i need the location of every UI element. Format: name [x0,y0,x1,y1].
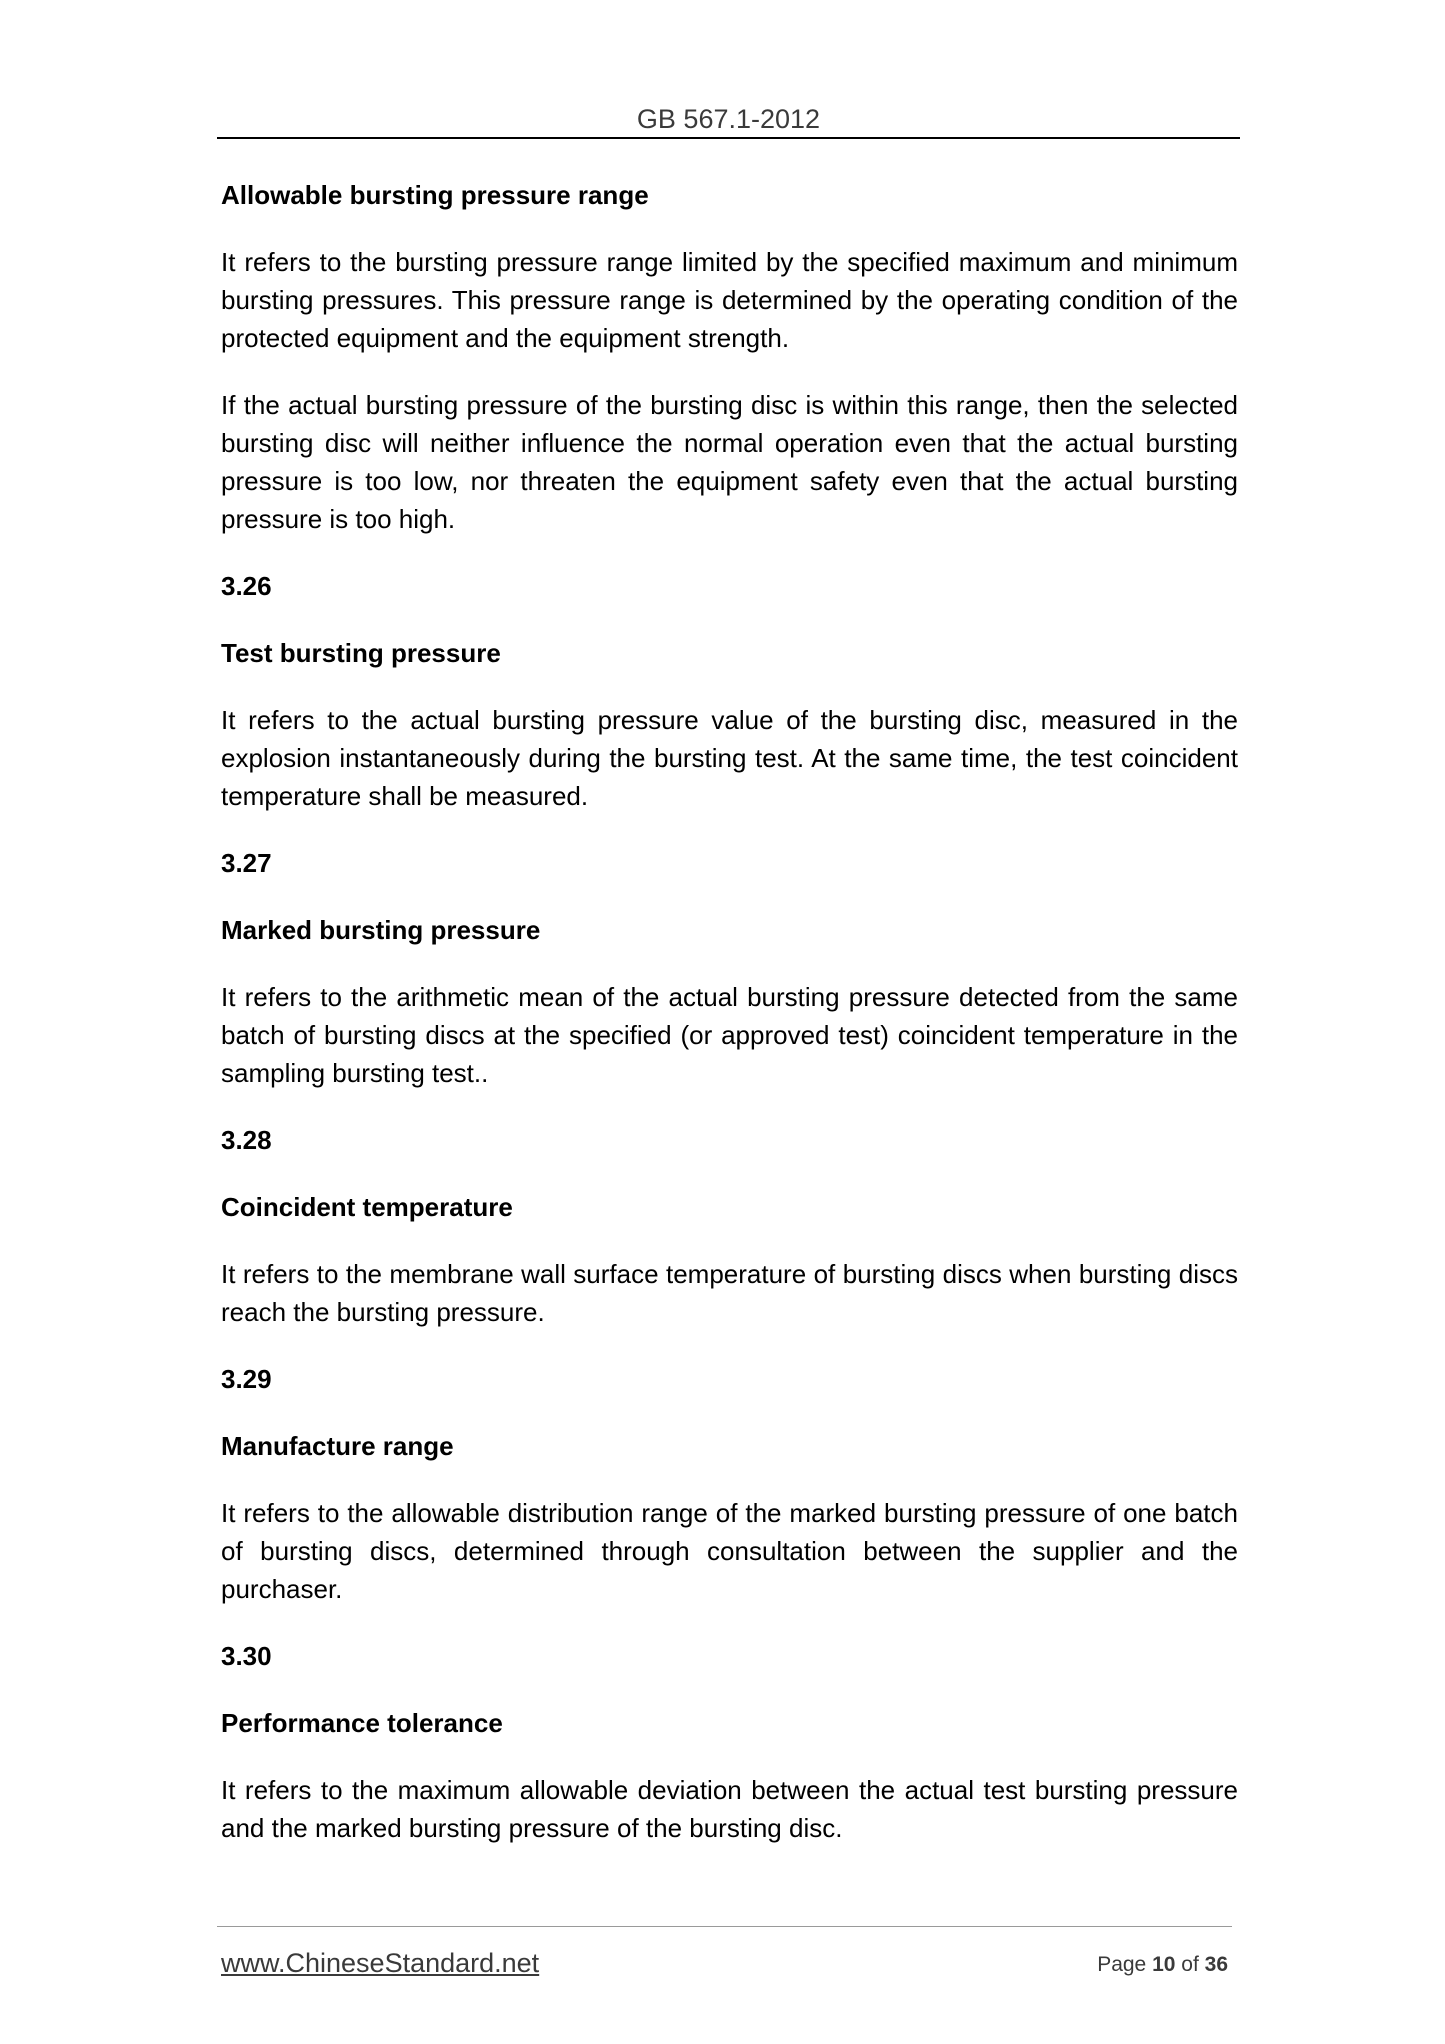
section-paragraph: If the actual bursting pressure of the bursting disc is within this range, then the selected bursting disc will neither influence the normal operation even that the actual bursting pressure is too low, nor threaten the equipment safety even that the actual bursting pressure is too high. [221,390,1238,534]
footer-divider [217,1926,1232,1927]
page-prefix: Page [1097,1953,1147,1976]
section-paragraph: It refers to the allowable distribution range of the marked bursting pressure of one batch of bursting discs, determined through consultation between the supplier and the purchaser. [221,1498,1238,1604]
website-link[interactable]: www.ChineseStandard.net [221,1948,540,1978]
section-title-performance-tolerance: Performance tolerance [221,1708,503,1738]
section-paragraph: It refers to the actual bursting pressure value of the bursting disc, measured in the explosion instantaneously during the bursting test. At the same time, the test coincident temperature shall be measured. [221,705,1238,811]
section-title-test-bursting-pressure: Test bursting pressure [221,638,501,668]
section-title-marked-bursting-pressure: Marked bursting pressure [221,915,541,945]
page-number [1097,1950,1228,1980]
section-number-3-26: 3.26 [221,571,272,601]
document-header-title: GB 567.1-2012 [636,104,821,134]
section-title-manufacture-range: Manufacture range [221,1431,454,1461]
section-number-3-30: 3.30 [221,1641,272,1671]
page-current: 10 [1152,1953,1176,1976]
section-number-3-27: 3.27 [221,848,272,878]
section-title-allowable-bursting-pressure-range: Allowable bursting pressure range [221,180,649,210]
section-number-3-29: 3.29 [221,1364,272,1394]
section-paragraph: It refers to the arithmetic mean of the actual bursting pressure detected from the same batch of bursting discs at the specified (or approved test) coincident temperature in the sampling bursting test.. [221,982,1238,1088]
page-total: 36 [1204,1953,1228,1976]
section-number-3-28: 3.28 [221,1125,272,1155]
section-paragraph: It refers to the membrane wall surface temperature of bursting discs when bursting discs reach the bursting pressure. [221,1259,1238,1327]
section-paragraph: It refers to the maximum allowable deviation between the actual test bursting pressure and the marked bursting pressure of the bursting disc. [221,1775,1238,1843]
section-title-coincident-temperature: Coincident temperature [221,1192,513,1222]
page-of: of [1181,1953,1199,1976]
section-paragraph: It refers to the bursting pressure range limited by the specified maximum and minimum bursting pressures. This pressure range is determined by the operating condition of the protected equipment and the equipment strength. [221,247,1238,353]
header-divider [217,137,1240,139]
document-body [221,176,1238,1847]
